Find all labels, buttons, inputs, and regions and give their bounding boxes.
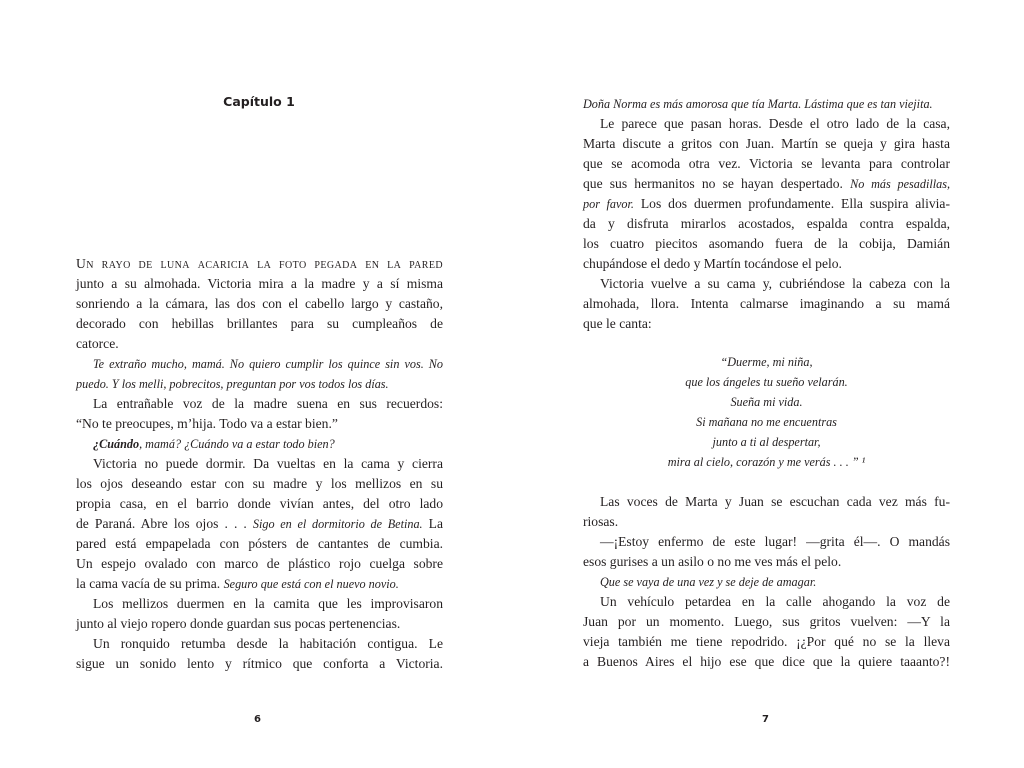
emphasis-text: Sigo en el dormitorio de Betina.: [252, 517, 423, 531]
text-line: [583, 174, 950, 194]
emphasis-text: Doña Norma es más amorosa que tía Marta. Lástima que es tan viejita.: [583, 97, 933, 111]
text-line: [76, 274, 443, 294]
chapter-title: Capítulo 1: [223, 94, 295, 109]
body-text: Un espejo ovalado con marco de plástico rojo cuelga sobre: [76, 556, 443, 571]
text-line: [76, 634, 443, 654]
poem-line: “Duerme, mi niña,: [720, 355, 813, 369]
body-text: Las voces de Marta y Juan se escuchan cada vez más fu-: [600, 494, 950, 509]
body-text: Le parece que pasan horas. Desde el otro lado de la casa,: [600, 116, 950, 131]
text-line: [583, 512, 950, 532]
body-text: da y disfruta mirarlos acostados, espalda contra espalda,: [583, 216, 950, 231]
body-text: Victoria no puede dormir. Da vueltas en la cama y cierra: [93, 456, 443, 471]
body-text: Los mellizos duermen en la camita que les improvisaron: [93, 596, 443, 611]
text-line: [76, 334, 443, 354]
poem-line: junto a ti al despertar,: [712, 435, 821, 449]
text-line: [76, 354, 443, 374]
text-line: [583, 254, 950, 274]
text-line: [583, 652, 950, 672]
text-line: [583, 214, 950, 234]
text-line: [76, 474, 443, 494]
text-line: [76, 614, 443, 634]
text-line: [76, 514, 443, 534]
text-line: [76, 434, 443, 454]
poem-line: que los ángeles tu sueño velarán.: [685, 375, 848, 389]
body-text: Un ronquido retumba desde la habitación contigua. Le: [93, 636, 443, 651]
text-line: [76, 454, 443, 474]
emphasis-text: Que se vaya de una vez y se deje de amagar.: [600, 575, 817, 589]
text-line: [76, 574, 443, 594]
right-page-body-bottom: [583, 492, 950, 672]
poem-line: mira al cielo, corazón y me verás . . . ” ¹: [667, 455, 866, 469]
body-text: Los dos duermen profundamente. Ella suspira alivia-: [633, 196, 950, 211]
body-text: la cama vacía de su prima.: [76, 576, 224, 591]
text-line: [583, 532, 950, 552]
text-line: [76, 294, 443, 314]
body-text: “No te preocupes, m’hija. Todo va a estar bien.”: [76, 416, 338, 431]
body-text: a Buenos Aires el hijo ese que dice que la quiere taaanto?!: [583, 654, 950, 669]
poem-line: Sueña mi vida.: [730, 395, 803, 409]
text-line: [76, 594, 443, 614]
body-text: que sus hermanitos no se hayan despertado.: [583, 176, 851, 191]
body-text: almohada, llora. Intenta calmarse imaginando a su mamá: [583, 296, 950, 311]
body-text: —¡Estoy enfermo de este lugar! —grita él—. O mandás: [600, 534, 950, 549]
text-line: [76, 374, 443, 394]
body-text: decorado con hebillas brillantes para su cumpleaños de: [76, 316, 443, 331]
body-text: los cuatro piecitos asomando fuera de la cobija, Damián: [583, 236, 950, 251]
body-text: vieja también me tiene repodrido. ¡¿Por qué no se la lleva: [583, 634, 950, 649]
body-text: de Paraná. Abre los ojos . . .: [76, 516, 253, 531]
text-line: [76, 314, 443, 334]
right-page-body-top: [583, 94, 950, 334]
body-text: que se acomoda otra vez. Victoria se levanta para controlar: [583, 156, 950, 171]
text-line: [583, 94, 950, 114]
text-line: [583, 572, 950, 592]
text-line: [583, 314, 950, 334]
body-text: propia casa, en el barrio donde vivían antes, del otro lado: [76, 496, 443, 511]
text-line: [583, 592, 950, 612]
emphasis-text: puedo. Y los melli, pobrecitos, preguntan por vos todos los días.: [76, 377, 389, 391]
emphasis-text: , mamá? ¿Cuándo va a estar todo bien?: [139, 437, 335, 451]
text-line: [583, 234, 950, 254]
text-line: [583, 612, 950, 632]
body-text: catorce.: [76, 336, 119, 351]
body-text: que le canta:: [583, 316, 652, 331]
right-page: [512, 0, 1024, 768]
text-line: [583, 154, 950, 174]
emphasis-text: Te extraño mucho, mamá. No quiero cumplir los quince sin vos. No: [93, 357, 443, 371]
emphasis-text: ¿Cuándo: [93, 437, 140, 451]
poem-line: Si mañana no me encuentras: [696, 415, 837, 429]
text-line: [76, 494, 443, 514]
body-text: esos gurises a un asilo o no me ves más el pelo.: [583, 554, 842, 569]
body-text: pared está empapelada con pósters de cantantes de cumbia.: [76, 536, 443, 551]
emphasis-text: Seguro que está con el nuevo novio.: [223, 577, 399, 591]
left-page-body: [76, 254, 443, 674]
text-line: [583, 552, 950, 572]
text-line: [583, 294, 950, 314]
emphasis-text: No más pesadillas,: [850, 177, 950, 191]
body-text: sigue un sonido lento y rítmico que conforta a Victoria.: [76, 656, 443, 671]
emphasis-text: Un rayo de luna acaricia la foto pegada en la pared: [76, 256, 443, 271]
body-text: Victoria vuelve a su cama y, cubriéndose la cabeza con la: [600, 276, 950, 291]
body-text: Juan por un momento. Luego, sus gritos vuelven: —Y la: [583, 614, 950, 629]
text-line: [76, 654, 443, 674]
emphasis-text: por favor.: [583, 197, 634, 211]
lullaby-poem: [583, 352, 950, 472]
text-line: [76, 554, 443, 574]
text-line: [583, 492, 950, 512]
text-line: [76, 414, 443, 434]
text-line: [76, 534, 443, 554]
body-text: junto al viejo ropero donde guardan sus pocas pertenencias.: [76, 616, 401, 631]
body-text: La entrañable voz de la madre suena en sus recuerdos:: [93, 396, 443, 411]
body-text: junto a su almohada. Victoria mira a la madre y a sí misma: [76, 276, 443, 291]
page-number-left: 6: [254, 714, 261, 725]
body-text: los ojos deseando estar con su madre y los mellizos en su: [76, 476, 443, 491]
text-line: [583, 114, 950, 134]
text-line: [76, 254, 443, 274]
body-text: La: [422, 516, 443, 531]
body-text: chupándose el dedo y Martín tocándose el pelo.: [583, 256, 842, 271]
text-line: [583, 194, 950, 214]
text-line: [583, 274, 950, 294]
body-text: Marta discute a gritos con Juan. Martín se queja y gira hasta: [583, 136, 950, 151]
text-line: [76, 394, 443, 414]
text-line: [583, 134, 950, 154]
body-text: Un vehículo petardea en la calle ahogando la voz de: [600, 594, 950, 609]
text-line: [583, 632, 950, 652]
body-text: sonriendo a la cámara, las dos con el cabello largo y castaño,: [76, 296, 443, 311]
page-number-right: 7: [762, 714, 769, 725]
body-text: riosas.: [583, 514, 619, 529]
